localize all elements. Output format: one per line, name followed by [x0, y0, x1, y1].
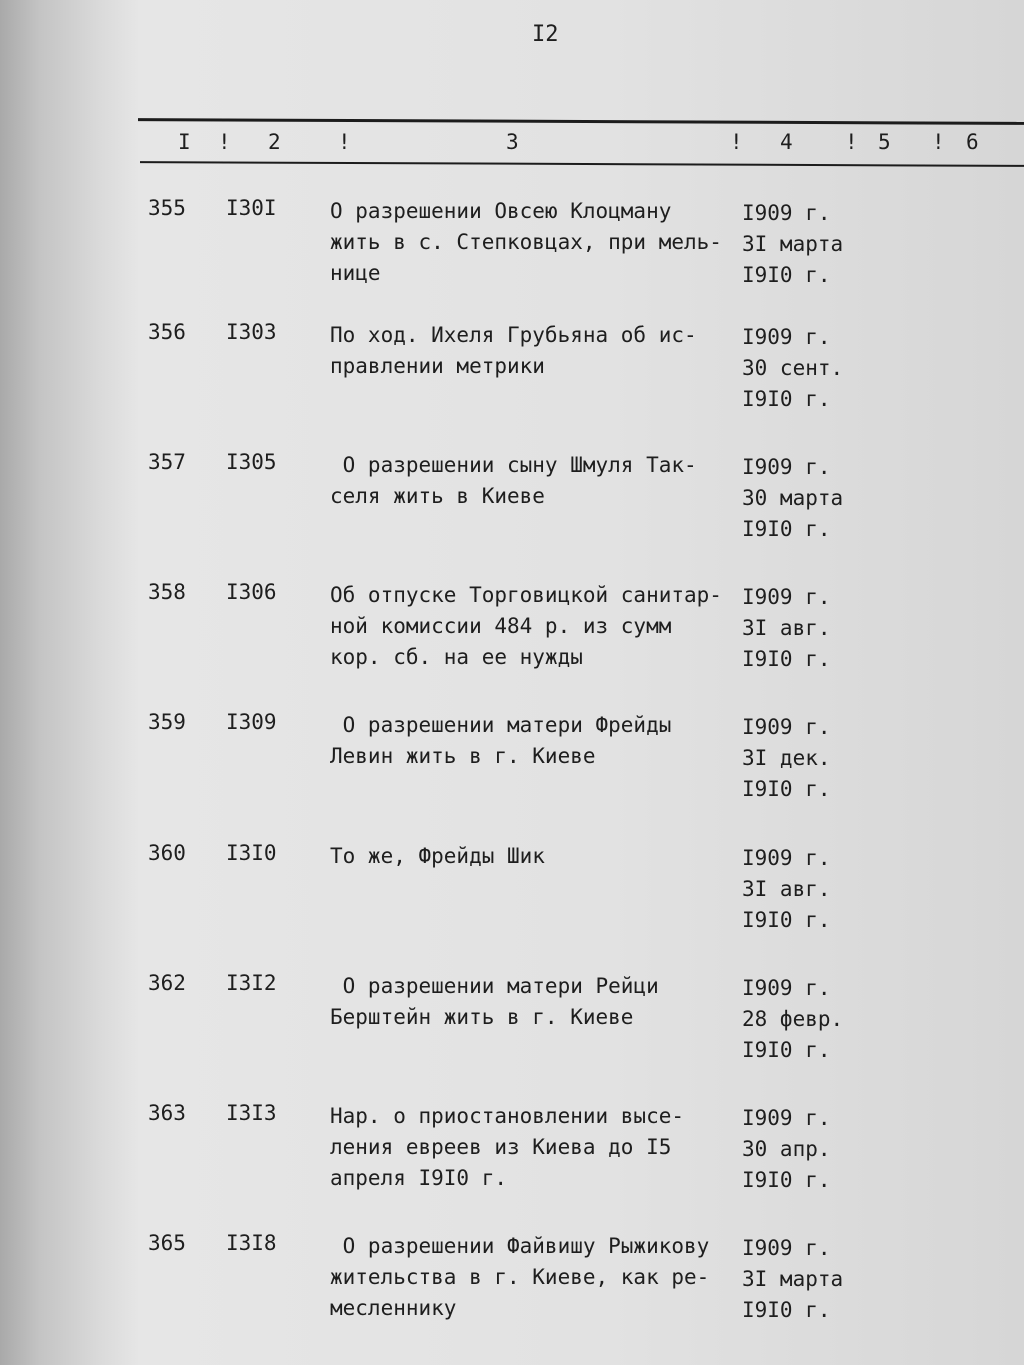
entry-number: 355	[148, 196, 186, 220]
date-line: I909 г.	[742, 455, 831, 479]
header-separator: !	[845, 130, 858, 154]
table-row	[0, 971, 1024, 1101]
title-line: жить в с. Степковцах, при мель-	[330, 230, 722, 254]
date-line: 30 марта	[742, 486, 844, 510]
date-line: I9I0 г.	[742, 647, 831, 671]
title-line: О разрешении сыну Шмуля Так-	[330, 453, 697, 477]
date-line: I909 г.	[742, 585, 831, 609]
table-row	[0, 1231, 1024, 1361]
header-separator: !	[932, 130, 945, 154]
case-title	[330, 971, 750, 1033]
title-line: нице	[330, 261, 381, 285]
case-title	[330, 320, 750, 382]
table-header-rule-bottom	[140, 161, 1024, 167]
table-row	[0, 196, 1024, 326]
date-line: I909 г.	[742, 201, 831, 225]
date-line: 3I дек.	[742, 746, 831, 770]
date-line: I909 г.	[742, 1236, 831, 1260]
title-line: жительства в г. Киеве, как ре-	[330, 1265, 710, 1289]
case-dates	[742, 1103, 831, 1196]
case-title	[330, 580, 750, 673]
case-title	[330, 1231, 750, 1324]
case-number: I305	[226, 450, 277, 474]
title-line: Нар. о приостановлении высе-	[330, 1104, 685, 1128]
date-line: I9I0 г.	[742, 777, 831, 801]
table-row	[0, 580, 1024, 710]
title-line: Берштейн жить в г. Киеве	[330, 1005, 634, 1029]
header-col4: 4	[780, 130, 793, 154]
date-line: 3I авг.	[742, 616, 831, 640]
date-line: I9I0 г.	[742, 1298, 831, 1322]
date-line: 3I марта	[742, 1267, 844, 1291]
case-dates	[742, 973, 843, 1066]
header-separator: !	[218, 130, 231, 154]
date-line: I9I0 г.	[742, 1038, 831, 1062]
case-dates	[742, 843, 831, 936]
header-col1: I	[178, 130, 191, 154]
title-line: Левин жить в г. Киеве	[330, 744, 596, 768]
date-line: I9I0 г.	[742, 908, 831, 932]
case-number: I3I2	[226, 971, 277, 995]
case-number: I3I0	[226, 841, 277, 865]
title-line: ления евреев из Киева до I5	[330, 1135, 672, 1159]
header-col2: 2	[268, 130, 281, 154]
title-line: месленнику	[330, 1296, 457, 1320]
case-title	[330, 1101, 750, 1194]
case-title	[330, 841, 750, 872]
date-line: I9I0 г.	[742, 263, 831, 287]
table-row	[0, 450, 1024, 580]
title-line: кор. сб. на ее нужды	[330, 645, 583, 669]
title-line: О разрешении матери Фрейды	[330, 713, 672, 737]
date-line: I909 г.	[742, 976, 831, 1000]
entry-number: 357	[148, 450, 186, 474]
page-number: I2	[532, 22, 559, 47]
title-line: селя жить в Киеве	[330, 484, 545, 508]
case-dates	[742, 1233, 843, 1326]
table-header-rule-top	[138, 118, 1024, 125]
date-line: I9I0 г.	[742, 387, 831, 411]
date-line: I909 г.	[742, 325, 831, 349]
date-line: I9I0 г.	[742, 517, 831, 541]
title-line: О разрешении матери Рейци	[330, 974, 659, 998]
case-dates	[742, 452, 843, 545]
case-number: I309	[226, 710, 277, 734]
case-number: I30I	[226, 196, 277, 220]
entry-number: 356	[148, 320, 186, 344]
header-col6: 6	[966, 130, 979, 154]
title-line: О разрешении Файвишу Рыжикову	[330, 1234, 710, 1258]
header-separator: !	[338, 130, 351, 154]
title-line: Об отпуске Торговицкой санитар-	[330, 583, 722, 607]
case-number: I303	[226, 320, 277, 344]
date-line: 30 сент.	[742, 356, 844, 380]
entry-number: 362	[148, 971, 186, 995]
entry-number: 365	[148, 1231, 186, 1255]
case-dates	[742, 322, 843, 415]
entry-number: 360	[148, 841, 186, 865]
case-number: I306	[226, 580, 277, 604]
date-line: 30 апр.	[742, 1137, 831, 1161]
case-dates	[742, 198, 843, 291]
table-row	[0, 710, 1024, 840]
title-line: правлении метрики	[330, 354, 545, 378]
case-title	[330, 450, 750, 512]
case-dates	[742, 582, 831, 675]
date-line: I909 г.	[742, 715, 831, 739]
case-title	[330, 710, 750, 772]
date-line: I909 г.	[742, 846, 831, 870]
header-separator: !	[730, 130, 743, 154]
table-row	[0, 320, 1024, 450]
date-line: I9I0 г.	[742, 1168, 831, 1192]
case-number: I3I3	[226, 1101, 277, 1125]
table-row	[0, 841, 1024, 971]
date-line: 3I марта	[742, 232, 844, 256]
case-title	[330, 196, 750, 289]
case-dates	[742, 712, 831, 805]
title-line: По ход. Ихеля Грубьяна об ис-	[330, 323, 697, 347]
title-line: апреля I9I0 г.	[330, 1166, 508, 1190]
title-line: О разрешении Овсею Клоцману	[330, 199, 672, 223]
entry-number: 363	[148, 1101, 186, 1125]
entry-number: 358	[148, 580, 186, 604]
date-line: I909 г.	[742, 1106, 831, 1130]
date-line: 3I авг.	[742, 877, 831, 901]
case-number: I3I8	[226, 1231, 277, 1255]
date-line: 28 февр.	[742, 1007, 844, 1031]
title-line: ной комиссии 484 р. из сумм	[330, 614, 672, 638]
header-col3: 3	[506, 130, 519, 154]
header-col5: 5	[878, 130, 891, 154]
table-row	[0, 1101, 1024, 1231]
entry-number: 359	[148, 710, 186, 734]
title-line: То же, Фрейды Шик	[330, 844, 545, 868]
